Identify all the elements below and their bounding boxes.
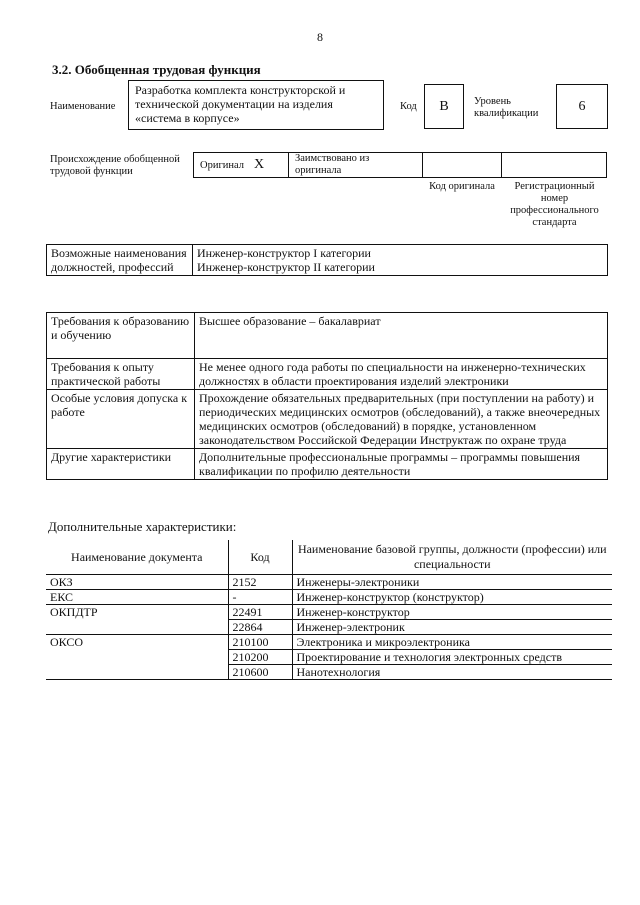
row-code: 22491 bbox=[228, 604, 292, 619]
positions-row bbox=[47, 245, 608, 276]
code-label: Код bbox=[400, 101, 417, 112]
borrowed-label: Заимствовано из оригинала bbox=[295, 153, 370, 176]
table-row bbox=[46, 634, 612, 649]
requirement-value: Дополнительные профессиональные программы – программы повышения квалификации по профилю деятельности bbox=[195, 449, 608, 480]
additional-header-row bbox=[46, 540, 612, 574]
row-name: Инженер-конструктор bbox=[292, 604, 612, 619]
requirement-label: Другие характеристики bbox=[47, 449, 195, 480]
row-doc: ОКСО bbox=[46, 634, 228, 649]
row-doc bbox=[46, 619, 228, 634]
qualification-level-box bbox=[556, 84, 608, 129]
position-item: Инженер-конструктор II категории bbox=[197, 260, 375, 274]
requirement-row bbox=[47, 359, 608, 390]
reg-number-caption: Регистрационный номер профессионального стандарта bbox=[510, 181, 599, 228]
positions-values bbox=[193, 245, 608, 276]
header-code: Код bbox=[228, 540, 292, 574]
code-original-cell bbox=[422, 152, 502, 178]
requirement-row bbox=[47, 313, 608, 359]
naming-label: Наименование bbox=[50, 101, 116, 112]
requirement-value: Прохождение обязательных предварительных (при поступлении на работу) и периодических медицинских осмотров (обследований), а также внеочередных медицинских осмотров (обследований) в порядке, установленном законодательством Российской Федерации Инструктаж по охране труда bbox=[195, 390, 608, 449]
table-row bbox=[46, 664, 612, 679]
original-label: Оригинал bbox=[200, 160, 244, 171]
row-code: 210200 bbox=[228, 649, 292, 664]
qualification-level-value: 6 bbox=[578, 98, 586, 114]
row-name: Проектирование и технология электронных средств bbox=[292, 649, 612, 664]
row-code: 22864 bbox=[228, 619, 292, 634]
qualification-level-label: Уровень квалификации bbox=[474, 96, 539, 119]
row-doc: ОКПДТР bbox=[46, 604, 228, 619]
requirement-label: Требования к образованию и обучению bbox=[47, 313, 195, 359]
requirement-row bbox=[47, 449, 608, 480]
row-name: Инженер-конструктор (конструктор) bbox=[292, 589, 612, 604]
code-value: B bbox=[439, 98, 449, 114]
table-row bbox=[46, 604, 612, 619]
positions-label: Возможные наименования должностей, профессий bbox=[47, 245, 193, 276]
requirement-label: Особые условия допуска к работе bbox=[47, 390, 195, 449]
code-original-caption: Код оригинала bbox=[429, 181, 495, 192]
naming-value-box bbox=[128, 80, 384, 130]
page-number: 8 bbox=[317, 30, 323, 44]
row-code: 210600 bbox=[228, 664, 292, 679]
row-code: 2152 bbox=[228, 574, 292, 589]
row-doc: ЕКС bbox=[46, 589, 228, 604]
table-row bbox=[46, 589, 612, 604]
row-code: - bbox=[228, 589, 292, 604]
row-code: 210100 bbox=[228, 634, 292, 649]
header-doc: Наименование документа bbox=[71, 549, 203, 564]
origin-label: Происхождение обобщенной трудовой функции bbox=[50, 154, 180, 177]
reg-number-cell bbox=[502, 152, 607, 178]
row-doc bbox=[46, 664, 228, 679]
requirement-value: Не менее одного года работы по специальности на инженерно-технических должностях в области проектирования изделий электроники bbox=[195, 359, 608, 390]
row-name: Инженер-электроник bbox=[292, 619, 612, 634]
section-title: 3.2. Обобщенная трудовая функция bbox=[52, 62, 261, 77]
header-name: Наименование базовой группы, должности (профессии) или специальности bbox=[292, 540, 612, 574]
row-name: Нанотехнология bbox=[292, 664, 612, 679]
code-value-box bbox=[424, 84, 464, 129]
naming-value: Разработка комплекта конструкторской и технической документации на изделия «система в корпусе» bbox=[135, 83, 346, 125]
row-name: Электроника и микроэлектроника bbox=[292, 634, 612, 649]
requirement-row bbox=[47, 390, 608, 449]
row-name: Инженеры-электроники bbox=[292, 574, 612, 589]
row-doc: ОКЗ bbox=[46, 574, 228, 589]
requirements-table bbox=[46, 312, 608, 480]
positions-table bbox=[46, 244, 608, 276]
position-item: Инженер-конструктор I категории bbox=[197, 246, 371, 260]
table-row bbox=[46, 574, 612, 589]
table-row bbox=[46, 619, 612, 634]
requirement-label: Требования к опыту практической работы bbox=[47, 359, 195, 390]
original-mark: X bbox=[254, 157, 265, 172]
additional-title: Дополнительные характеристики: bbox=[48, 519, 237, 534]
additional-table bbox=[46, 540, 612, 680]
row-doc bbox=[46, 649, 228, 664]
requirement-value: Высшее образование – бакалавриат bbox=[195, 313, 608, 359]
table-row bbox=[46, 649, 612, 664]
